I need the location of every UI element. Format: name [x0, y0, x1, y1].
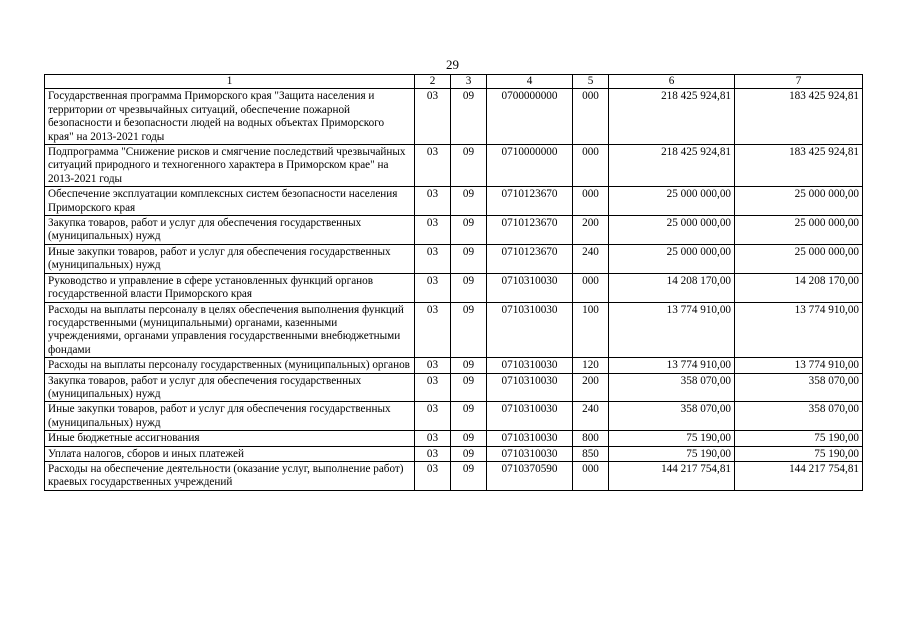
target-item-code-cell: 0710310030	[487, 302, 573, 358]
table-body	[45, 89, 863, 490]
expense-type-code-cell: 000	[573, 145, 609, 187]
target-item-code-cell: 0710310030	[487, 446, 573, 461]
table-row	[45, 358, 863, 373]
subsection-code-cell: 09	[451, 358, 487, 373]
column-header-2: 2	[415, 75, 451, 89]
amount-col6-cell: 358 070,00	[609, 373, 735, 402]
row-name-cell: Подпрограмма "Снижение рисков и смягчение последствий чрезвычайных ситуаций природного и техногенного характера в Приморском крае" на 2013-2021 годы	[45, 145, 415, 187]
subsection-code-cell: 09	[451, 273, 487, 302]
section-code-cell: 03	[415, 358, 451, 373]
section-code-cell: 03	[415, 402, 451, 431]
row-name-cell: Расходы на выплаты персоналу в целях обеспечения выполнения функций государственными (муниципальными) органами, казенными учреждениями, органами управления государственными внебюджетными фондами	[45, 302, 415, 358]
page-number: 29	[446, 57, 459, 72]
section-code-cell: 03	[415, 187, 451, 216]
amount-col6-cell: 218 425 924,81	[609, 145, 735, 187]
target-item-code-cell: 0700000000	[487, 89, 573, 145]
amount-col7-cell: 13 774 910,00	[735, 358, 863, 373]
section-code-cell: 03	[415, 216, 451, 245]
section-code-cell: 03	[415, 431, 451, 446]
table-row	[45, 244, 863, 273]
row-name-cell: Иные закупки товаров, работ и услуг для обеспечения государственных (муниципальных) нужд	[45, 244, 415, 273]
budget-table	[44, 74, 863, 491]
column-header-3: 3	[451, 75, 487, 89]
amount-col7-cell: 75 190,00	[735, 431, 863, 446]
subsection-code-cell: 09	[451, 302, 487, 358]
column-header-7: 7	[735, 75, 863, 89]
amount-col6-cell: 25 000 000,00	[609, 216, 735, 245]
expense-type-code-cell: 120	[573, 358, 609, 373]
row-name-cell: Государственная программа Приморского края "Защита населения и территории от чрезвычайных ситуаций, обеспечение пожарной безопасности и безопасности людей на водных объектах Приморского края" на 2013-2021 годы	[45, 89, 415, 145]
expense-type-code-cell: 240	[573, 402, 609, 431]
row-name-cell: Закупка товаров, работ и услуг для обеспечения государственных (муниципальных) нужд	[45, 216, 415, 245]
target-item-code-cell: 0710123670	[487, 187, 573, 216]
table-row	[45, 461, 863, 490]
table-row	[45, 187, 863, 216]
target-item-code-cell: 0710370590	[487, 461, 573, 490]
amount-col7-cell: 13 774 910,00	[735, 302, 863, 358]
subsection-code-cell: 09	[451, 402, 487, 431]
amount-col7-cell: 183 425 924,81	[735, 89, 863, 145]
expense-type-code-cell: 200	[573, 216, 609, 245]
amount-col6-cell: 14 208 170,00	[609, 273, 735, 302]
row-name-cell: Расходы на выплаты персоналу государственных (муниципальных) органов	[45, 358, 415, 373]
table-row	[45, 402, 863, 431]
amount-col7-cell: 25 000 000,00	[735, 216, 863, 245]
column-header-4: 4	[487, 75, 573, 89]
table-row	[45, 89, 863, 145]
table-row	[45, 145, 863, 187]
table-row	[45, 446, 863, 461]
column-header-5: 5	[573, 75, 609, 89]
target-item-code-cell: 0710123670	[487, 216, 573, 245]
section-code-cell: 03	[415, 273, 451, 302]
section-code-cell: 03	[415, 302, 451, 358]
row-name-cell: Иные закупки товаров, работ и услуг для обеспечения государственных (муниципальных) нужд	[45, 402, 415, 431]
subsection-code-cell: 09	[451, 216, 487, 245]
subsection-code-cell: 09	[451, 187, 487, 216]
amount-col7-cell: 75 190,00	[735, 446, 863, 461]
table-row	[45, 273, 863, 302]
amount-col6-cell: 13 774 910,00	[609, 358, 735, 373]
target-item-code-cell: 0710310030	[487, 431, 573, 446]
section-code-cell: 03	[415, 89, 451, 145]
table-row	[45, 373, 863, 402]
amount-col7-cell: 25 000 000,00	[735, 244, 863, 273]
amount-col6-cell: 218 425 924,81	[609, 89, 735, 145]
target-item-code-cell: 0710310030	[487, 402, 573, 431]
section-code-cell: 03	[415, 461, 451, 490]
amount-col6-cell: 13 774 910,00	[609, 302, 735, 358]
expense-type-code-cell: 240	[573, 244, 609, 273]
target-item-code-cell: 0710000000	[487, 145, 573, 187]
expense-type-code-cell: 100	[573, 302, 609, 358]
target-item-code-cell: 0710123670	[487, 244, 573, 273]
expense-type-code-cell: 850	[573, 446, 609, 461]
row-name-cell: Расходы на обеспечение деятельности (оказание услуг, выполнение работ) краевых государственных учреждений	[45, 461, 415, 490]
amount-col6-cell: 144 217 754,81	[609, 461, 735, 490]
amount-col7-cell: 25 000 000,00	[735, 187, 863, 216]
target-item-code-cell: 0710310030	[487, 373, 573, 402]
section-code-cell: 03	[415, 145, 451, 187]
amount-col7-cell: 183 425 924,81	[735, 145, 863, 187]
column-header-1: 1	[45, 75, 415, 89]
expense-type-code-cell: 000	[573, 461, 609, 490]
expense-type-code-cell: 800	[573, 431, 609, 446]
amount-col7-cell: 144 217 754,81	[735, 461, 863, 490]
table-row	[45, 216, 863, 245]
amount-col6-cell: 25 000 000,00	[609, 244, 735, 273]
section-code-cell: 03	[415, 446, 451, 461]
row-name-cell: Закупка товаров, работ и услуг для обеспечения государственных (муниципальных) нужд	[45, 373, 415, 402]
table-row	[45, 431, 863, 446]
amount-col6-cell: 358 070,00	[609, 402, 735, 431]
target-item-code-cell: 0710310030	[487, 273, 573, 302]
subsection-code-cell: 09	[451, 461, 487, 490]
amount-col6-cell: 75 190,00	[609, 446, 735, 461]
row-name-cell: Обеспечение эксплуатации комплексных систем безопасности населения Приморского края	[45, 187, 415, 216]
amount-col7-cell: 358 070,00	[735, 402, 863, 431]
section-code-cell: 03	[415, 244, 451, 273]
header-row	[45, 75, 863, 89]
column-header-6: 6	[609, 75, 735, 89]
section-code-cell: 03	[415, 373, 451, 402]
amount-col7-cell: 358 070,00	[735, 373, 863, 402]
subsection-code-cell: 09	[451, 89, 487, 145]
row-name-cell: Уплата налогов, сборов и иных платежей	[45, 446, 415, 461]
subsection-code-cell: 09	[451, 145, 487, 187]
row-name-cell: Иные бюджетные ассигнования	[45, 431, 415, 446]
amount-col6-cell: 25 000 000,00	[609, 187, 735, 216]
subsection-code-cell: 09	[451, 446, 487, 461]
row-name-cell: Руководство и управление в сфере установленных функций органов государственной власти Приморского края	[45, 273, 415, 302]
expense-type-code-cell: 000	[573, 273, 609, 302]
table-row	[45, 302, 863, 358]
subsection-code-cell: 09	[451, 244, 487, 273]
amount-col7-cell: 14 208 170,00	[735, 273, 863, 302]
target-item-code-cell: 0710310030	[487, 358, 573, 373]
subsection-code-cell: 09	[451, 431, 487, 446]
expense-type-code-cell: 000	[573, 187, 609, 216]
amount-col6-cell: 75 190,00	[609, 431, 735, 446]
expense-type-code-cell: 000	[573, 89, 609, 145]
subsection-code-cell: 09	[451, 373, 487, 402]
expense-type-code-cell: 200	[573, 373, 609, 402]
